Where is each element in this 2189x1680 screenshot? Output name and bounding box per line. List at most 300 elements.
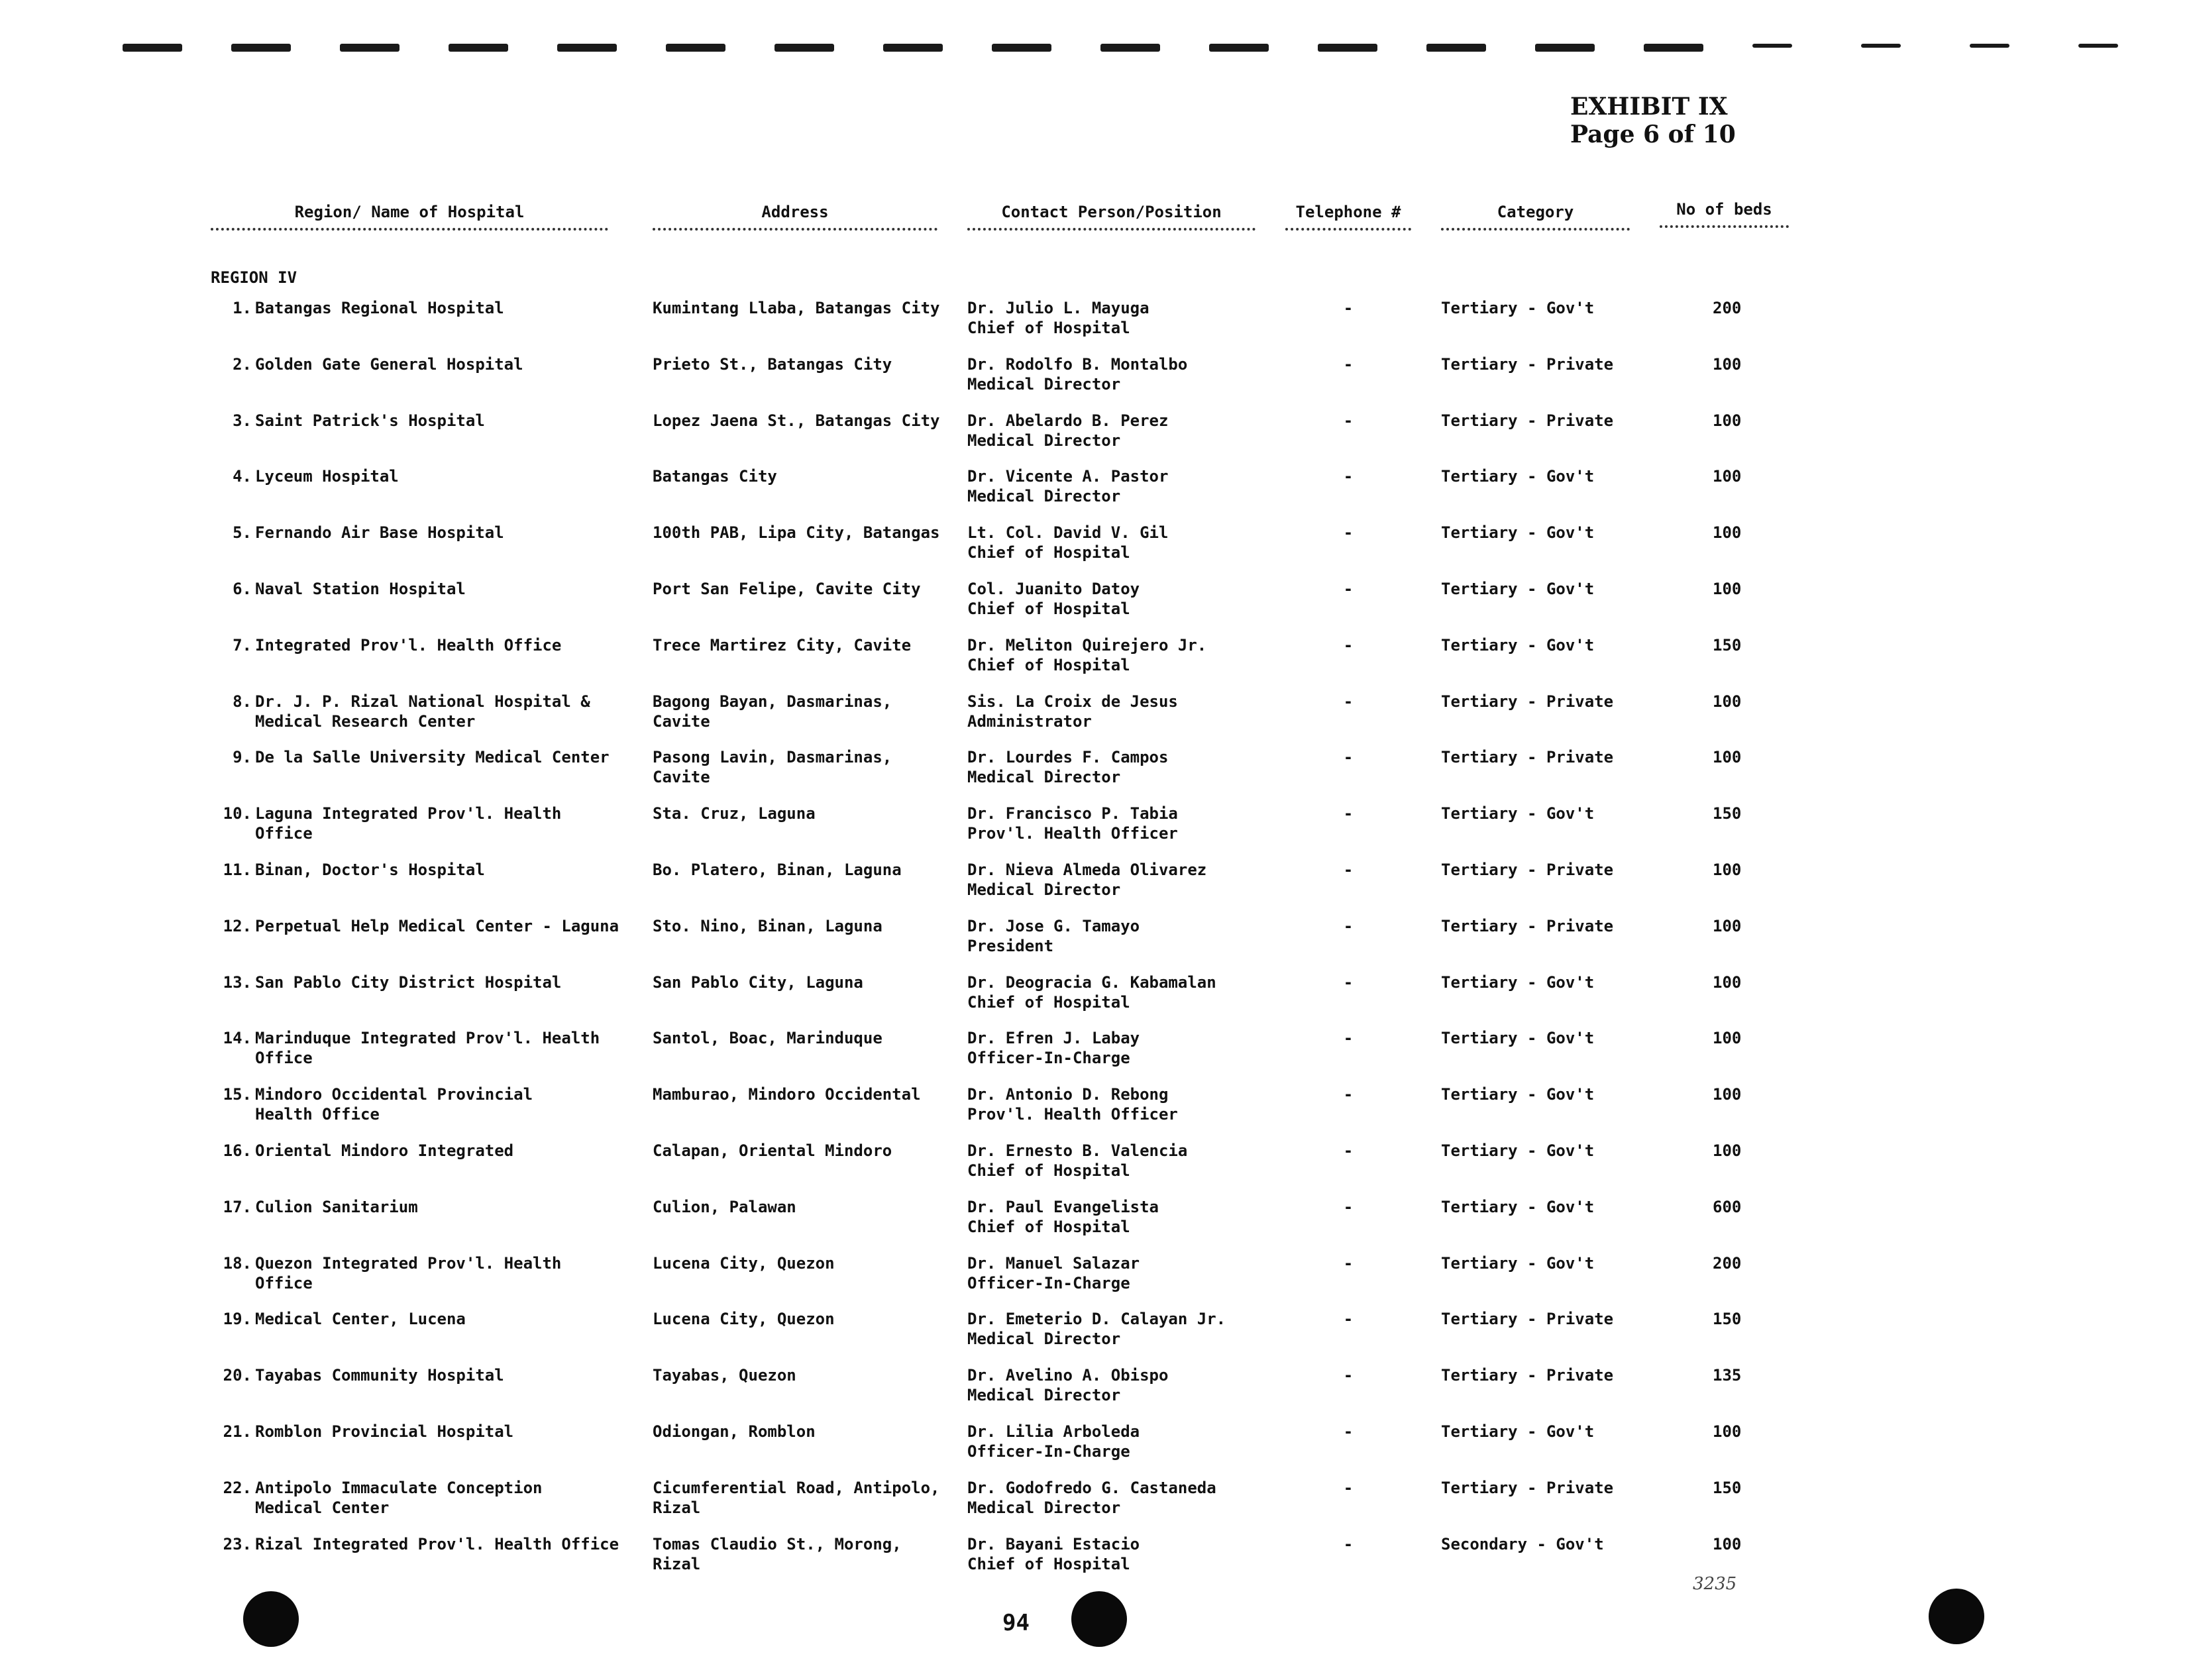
hospital-address-line: San Pablo City, Laguna — [653, 972, 863, 992]
hospital-name-line: Perpetual Help Medical Center - Laguna — [255, 916, 619, 935]
row-number: 11. — [223, 861, 252, 879]
border-dash — [1318, 44, 1377, 52]
row-number: 1. — [233, 299, 252, 317]
contact-person — [967, 635, 1265, 675]
hospital-name — [255, 1141, 626, 1161]
category: Tertiary - Private — [1441, 1366, 1614, 1385]
contact-person-line: Dr. Francisco P. Tabia — [967, 804, 1178, 823]
telephone: - — [1343, 635, 1354, 655]
hospital-row — [0, 1534, 2189, 1591]
telephone: - — [1343, 354, 1354, 374]
border-dash — [449, 44, 508, 52]
category: Tertiary - Private — [1441, 411, 1614, 430]
hospital-name — [255, 411, 626, 431]
hospital-row — [0, 1197, 2189, 1253]
hospital-row — [0, 523, 2189, 579]
contact-person-line: Dr. Lilia Arboleda — [967, 1422, 1140, 1441]
hospital-address — [653, 1253, 951, 1273]
hospital-address — [653, 1365, 951, 1385]
hospital-name-line: Rizal Integrated Prov'l. Health Office — [255, 1534, 619, 1553]
hospital-name — [255, 1478, 626, 1518]
hospital-row — [0, 747, 2189, 804]
binder-hole — [1071, 1591, 1127, 1647]
contact-person-line: President — [967, 936, 1054, 955]
category: Tertiary - Private — [1441, 692, 1614, 711]
hospital-row — [0, 916, 2189, 972]
contact-person — [967, 1141, 1265, 1181]
hospital-row — [0, 1141, 2189, 1197]
exhibit-page: Page 6 of 10 — [1570, 121, 1736, 148]
hospital-row — [0, 1084, 2189, 1141]
contact-person — [967, 916, 1265, 956]
hospital-address — [653, 411, 951, 431]
contact-person-line: Sis. La Croix de Jesus — [967, 692, 1178, 711]
hospital-address-line: Bo. Platero, Binan, Laguna — [653, 861, 902, 879]
hospital-address — [653, 916, 951, 936]
category: Tertiary - Gov't — [1441, 1422, 1595, 1441]
contact-person-line: Chief of Hospital — [967, 1161, 1130, 1180]
bed-count: 150 — [1713, 804, 1742, 823]
hospital-name-line: Romblon Provincial Hospital — [255, 1422, 514, 1441]
exhibit-heading — [1570, 93, 1736, 148]
hospital-name-line: Medical Research Center — [255, 711, 476, 731]
contact-person-line: Medical Director — [967, 880, 1121, 899]
hospital-name-line: Lyceum Hospital — [255, 467, 399, 486]
hospital-row — [0, 1478, 2189, 1534]
hospital-address-line: Odiongan, Romblon — [653, 1422, 816, 1441]
contact-person-line: Officer-In-Charge — [967, 1273, 1130, 1292]
bed-count: 200 — [1713, 1253, 1742, 1273]
hospital-address-line: Pasong Lavin, Dasmarinas, — [653, 748, 892, 767]
column-header-category: Category — [1441, 203, 1630, 231]
contact-person-line: Dr. Meliton Quirejero Jr. — [967, 635, 1207, 655]
telephone: - — [1343, 804, 1354, 823]
hospital-name-line: Office — [255, 1049, 313, 1068]
category: Secondary - Gov't — [1441, 1534, 1604, 1553]
bed-count: 100 — [1713, 1422, 1742, 1441]
binder-hole — [243, 1591, 299, 1647]
contact-person-line: Dr. Rodolfo B. Montalbo — [967, 354, 1188, 374]
row-number: 5. — [233, 523, 252, 543]
hospital-name — [255, 804, 626, 843]
hospital-address-line: 100th PAB, Lipa City, Batangas — [653, 523, 940, 543]
border-dash — [340, 44, 400, 52]
hospital-address — [653, 354, 951, 374]
bed-count: 100 — [1713, 411, 1742, 430]
hospital-address-line: Cavite — [653, 768, 710, 787]
hospital-address-line: Batangas City — [653, 467, 777, 486]
telephone: - — [1343, 1141, 1354, 1160]
hospital-address-line: Lopez Jaena St., Batangas City — [653, 411, 940, 430]
row-number: 3. — [233, 411, 252, 430]
hospital-name — [255, 1422, 626, 1442]
bed-count: 100 — [1713, 692, 1742, 711]
hospital-address — [653, 1422, 951, 1442]
telephone: - — [1343, 1366, 1354, 1385]
contact-person-line: Chief of Hospital — [967, 655, 1130, 674]
contact-person-line: Dr. Jose G. Tamayo — [967, 916, 1140, 935]
border-dash — [1426, 44, 1486, 52]
category: Tertiary - Gov't — [1441, 523, 1595, 543]
hospital-address — [653, 972, 951, 992]
hospital-address-line: Santol, Boac, Marinduque — [653, 1029, 882, 1048]
hospital-address-line: Cicumferential Road, Antipolo, — [653, 1478, 940, 1497]
hospital-row — [0, 466, 2189, 523]
telephone: - — [1343, 692, 1354, 711]
hospital-address-line: Lucena City, Quezon — [653, 1253, 835, 1273]
bed-count: 100 — [1713, 580, 1742, 598]
contact-person-line: Medical Director — [967, 374, 1121, 394]
hospital-address-line: Trece Martirez City, Cavite — [653, 635, 912, 655]
row-number: 14. — [223, 1029, 252, 1048]
hospital-name-line: Mindoro Occidental Provincial — [255, 1085, 533, 1104]
hospital-name-line: Oriental Mindoro Integrated — [255, 1141, 514, 1160]
region-label: REGION IV — [211, 268, 297, 287]
hospital-address-line: Cavite — [653, 711, 710, 731]
contact-person-line: Chief of Hospital — [967, 600, 1130, 618]
hospital-address — [653, 1141, 951, 1161]
category: Tertiary - Gov't — [1441, 1141, 1595, 1160]
contact-person-line: Medical Director — [967, 487, 1121, 506]
border-dash — [2078, 44, 2118, 48]
hospital-address — [653, 1309, 951, 1329]
category: Tertiary - Gov't — [1441, 580, 1595, 598]
contact-person-line: Dr. Lourdes F. Campos — [967, 748, 1169, 767]
contact-person-line: Lt. Col. David V. Gil — [967, 523, 1169, 543]
hospital-address-line: Mamburao, Mindoro Occidental — [653, 1085, 921, 1104]
contact-person-line: Dr. Antonio D. Rebong — [967, 1085, 1169, 1104]
telephone: - — [1343, 523, 1354, 543]
border-dash — [666, 44, 725, 52]
hospital-address-line: Calapan, Oriental Mindoro — [653, 1141, 892, 1160]
contact-person — [967, 1253, 1265, 1293]
contact-person — [967, 972, 1265, 1012]
hospital-row — [0, 1365, 2189, 1422]
hospital-address — [653, 1028, 951, 1048]
hospital-name — [255, 1253, 626, 1293]
telephone: - — [1343, 1085, 1354, 1104]
border-dash — [774, 44, 834, 52]
contact-person-line: Medical Director — [967, 1498, 1121, 1517]
hospital-name-line: Medical Center, Lucena — [255, 1310, 466, 1329]
hospital-row — [0, 972, 2189, 1029]
contact-person — [967, 298, 1265, 338]
contact-person-line: Dr. Deogracia G. Kabamalan — [967, 972, 1216, 992]
hospital-name — [255, 1534, 626, 1554]
hospital-name — [255, 747, 626, 767]
column-header-telephone: Telephone # — [1285, 203, 1411, 231]
telephone: - — [1343, 411, 1354, 430]
category: Tertiary - Private — [1441, 748, 1614, 767]
hospital-name-line: Laguna Integrated Prov'l. Health Office — [255, 804, 562, 843]
contact-person-line: Chief of Hospital — [967, 992, 1130, 1012]
row-number: 6. — [233, 580, 252, 598]
telephone: - — [1343, 748, 1354, 767]
column-header-contact: Contact Person/Position — [967, 203, 1255, 231]
contact-person — [967, 579, 1265, 619]
hospital-name-line: Antipolo Immaculate Conception — [255, 1478, 543, 1497]
bed-count: 100 — [1713, 1534, 1742, 1553]
hospital-address-line: Tomas Claudio St., Morong, — [653, 1534, 902, 1553]
hospital-name-line: Fernando Air Base Hospital — [255, 523, 504, 543]
bed-count: 100 — [1713, 861, 1742, 879]
border-dash — [1535, 44, 1595, 52]
contact-person-line: Officer-In-Charge — [967, 1049, 1130, 1068]
hospital-address — [653, 804, 951, 823]
category: Tertiary - Private — [1441, 861, 1614, 879]
telephone: - — [1343, 972, 1354, 992]
bed-count: 100 — [1713, 467, 1742, 486]
contact-person — [967, 1028, 1265, 1068]
contact-person-line: Administrator — [967, 711, 1092, 731]
hospital-name-line: Dr. J. P. Rizal National Hospital & — [255, 692, 590, 711]
telephone: - — [1343, 1422, 1354, 1441]
row-number: 7. — [233, 635, 252, 655]
telephone: - — [1343, 1253, 1354, 1273]
hospital-address — [653, 466, 951, 486]
contact-person-line: Dr. Paul Evangelista — [967, 1197, 1159, 1216]
telephone: - — [1343, 299, 1354, 317]
border-dash — [123, 44, 182, 52]
hospital-address — [653, 1478, 951, 1518]
hospital-name-line: Naval Station Hospital — [255, 580, 466, 598]
hospital-address-line: Prieto St., Batangas City — [653, 354, 892, 374]
hospital-name-line: Marinduque Integrated Prov'l. Health — [255, 1029, 600, 1048]
bed-count: 150 — [1713, 1478, 1742, 1497]
hospital-name-line: Tayabas Community Hospital — [255, 1366, 504, 1385]
hospital-name-line: Batangas Regional Hospital — [255, 299, 504, 317]
contact-person-line: Medical Director — [967, 1330, 1121, 1349]
row-number: 13. — [223, 972, 252, 992]
telephone: - — [1343, 916, 1354, 935]
binder-hole — [1929, 1589, 1984, 1644]
hospital-name — [255, 1197, 626, 1217]
telephone: - — [1343, 1029, 1354, 1048]
hospital-address-line: Culion, Palawan — [653, 1197, 796, 1216]
contact-person-line: Officer-In-Charge — [967, 1442, 1130, 1461]
contact-person-line: Medical Director — [967, 431, 1121, 450]
contact-person — [967, 411, 1265, 450]
row-number: 4. — [233, 467, 252, 486]
border-dash — [1861, 44, 1901, 48]
hospital-row — [0, 860, 2189, 916]
hospital-row — [0, 804, 2189, 860]
category: Tertiary - Private — [1441, 1478, 1614, 1497]
hospital-name — [255, 692, 626, 731]
border-dash — [557, 44, 617, 52]
hospital-name-line: De la Salle University Medical Center — [255, 748, 610, 767]
hospital-address — [653, 860, 951, 880]
border-dash — [231, 44, 291, 52]
hospital-row — [0, 692, 2189, 748]
hospital-address — [653, 298, 951, 318]
contact-person-line: Dr. Ernesto B. Valencia — [967, 1141, 1188, 1160]
contact-person-line: Dr. Abelardo B. Perez — [967, 411, 1169, 430]
hospital-name — [255, 1084, 626, 1124]
row-number: 17. — [223, 1197, 252, 1216]
bed-count: 100 — [1713, 1029, 1742, 1048]
hospital-name — [255, 635, 626, 655]
hospital-name — [255, 972, 626, 992]
telephone: - — [1343, 1478, 1354, 1497]
hospital-address-line: Tayabas, Quezon — [653, 1366, 796, 1385]
contact-person — [967, 1309, 1265, 1349]
contact-person — [967, 1084, 1265, 1124]
bed-count: 100 — [1713, 1085, 1742, 1104]
hospital-name — [255, 860, 626, 880]
contact-person — [967, 523, 1265, 562]
border-dash — [1209, 44, 1269, 52]
hospital-name — [255, 579, 626, 599]
column-header-address: Address — [653, 203, 937, 231]
hospital-address — [653, 747, 951, 787]
row-number: 21. — [223, 1422, 252, 1441]
contact-person-line: Dr. Godofredo G. Castaneda — [967, 1478, 1216, 1497]
hospital-address — [653, 635, 951, 655]
border-dash — [992, 44, 1051, 52]
contact-person — [967, 354, 1265, 394]
hospital-row — [0, 635, 2189, 692]
column-header-beds: No of beds — [1660, 200, 1789, 228]
hospital-address-line: Rizal — [653, 1498, 701, 1517]
row-number: 16. — [223, 1141, 252, 1160]
row-number: 23. — [223, 1534, 252, 1553]
hospital-address-line: Sto. Nino, Binan, Laguna — [653, 916, 882, 935]
hospital-name-line: Culion Sanitarium — [255, 1197, 418, 1216]
row-number: 12. — [223, 916, 252, 935]
hospital-name — [255, 1309, 626, 1329]
hospital-row — [0, 298, 2189, 354]
bed-count: 100 — [1713, 916, 1742, 935]
contact-person — [967, 692, 1265, 731]
bed-count: 135 — [1713, 1366, 1742, 1385]
hospital-row — [0, 1253, 2189, 1310]
category: Tertiary - Gov't — [1441, 299, 1595, 317]
hospital-row — [0, 1028, 2189, 1084]
category: Tertiary - Gov't — [1441, 1197, 1595, 1216]
telephone: - — [1343, 580, 1354, 598]
contact-person — [967, 1422, 1265, 1461]
hospital-name — [255, 916, 626, 936]
bed-count: 100 — [1713, 972, 1742, 992]
hospital-name-line: Medical Center — [255, 1498, 390, 1517]
category: Tertiary - Gov't — [1441, 635, 1595, 655]
bed-count: 100 — [1713, 354, 1742, 374]
row-number: 20. — [223, 1366, 252, 1385]
hospital-name-line: Quezon Integrated Prov'l. Health Office — [255, 1253, 562, 1292]
category: Tertiary - Gov't — [1441, 467, 1595, 486]
hospital-name — [255, 466, 626, 486]
row-number: 19. — [223, 1310, 252, 1329]
hospital-name-line: Binan, Doctor's Hospital — [255, 861, 485, 879]
contact-person-line: Medical Director — [967, 1386, 1121, 1405]
contact-person-line: Prov'l. Health Officer — [967, 824, 1178, 843]
category: Tertiary - Gov't — [1441, 804, 1595, 823]
bed-count: 100 — [1713, 523, 1742, 543]
row-number: 9. — [233, 748, 252, 767]
telephone: - — [1343, 1534, 1354, 1553]
hospital-row — [0, 1422, 2189, 1478]
telephone: - — [1343, 1310, 1354, 1329]
hospital-name — [255, 354, 626, 374]
telephone: - — [1343, 1197, 1354, 1216]
contact-person-line: Dr. Efren J. Labay — [967, 1029, 1140, 1048]
hospital-row — [0, 354, 2189, 411]
contact-person — [967, 860, 1265, 900]
hospital-name-line: San Pablo City District Hospital — [255, 972, 562, 992]
border-dash — [1752, 44, 1792, 48]
row-number: 22. — [223, 1478, 252, 1497]
contact-person — [967, 1478, 1265, 1518]
handwritten-note: 3235 — [1693, 1574, 1737, 1594]
hospital-name-line: Golden Gate General Hospital — [255, 354, 523, 374]
hospital-row — [0, 411, 2189, 467]
contact-person — [967, 747, 1265, 787]
contact-person — [967, 1197, 1265, 1237]
hospital-name — [255, 298, 626, 318]
category: Tertiary - Private — [1441, 916, 1614, 935]
contact-person-line: Dr. Emeterio D. Calayan Jr. — [967, 1310, 1226, 1329]
contact-person-line: Dr. Nieva Almeda Olivarez — [967, 861, 1207, 879]
bed-count: 150 — [1713, 1310, 1742, 1329]
hospital-address — [653, 523, 951, 543]
contact-person-line: Chief of Hospital — [967, 1554, 1130, 1573]
border-dash — [1644, 44, 1703, 52]
row-number: 2. — [233, 354, 252, 374]
category: Tertiary - Private — [1441, 354, 1614, 374]
contact-person-line: Chief of Hospital — [967, 1217, 1130, 1236]
hospital-address — [653, 1084, 951, 1104]
hospital-address — [653, 692, 951, 731]
exhibit-title: EXHIBIT IX — [1570, 93, 1728, 121]
contact-person-line: Dr. Avelino A. Obispo — [967, 1366, 1169, 1385]
hospital-name — [255, 523, 626, 543]
contact-person — [967, 1534, 1265, 1574]
hospital-name-line: Health Office — [255, 1105, 380, 1124]
hospital-row — [0, 579, 2189, 635]
contact-person-line: Dr. Bayani Estacio — [967, 1534, 1140, 1553]
border-dash — [1970, 44, 2009, 48]
hospital-row — [0, 1309, 2189, 1365]
contact-person-line: Medical Director — [967, 768, 1121, 787]
hospital-address — [653, 1197, 951, 1217]
row-number: 18. — [223, 1253, 252, 1273]
contact-person-line: Dr. Vicente A. Pastor — [967, 467, 1169, 486]
hospital-address-line: Kumintang Llaba, Batangas City — [653, 299, 940, 317]
bed-count: 100 — [1713, 1141, 1742, 1160]
row-number: 15. — [223, 1085, 252, 1104]
hospital-address-line: Bagong Bayan, Dasmarinas, — [653, 692, 892, 711]
category: Tertiary - Gov't — [1441, 972, 1595, 992]
telephone: - — [1343, 467, 1354, 486]
bed-count: 200 — [1713, 299, 1742, 317]
bed-count: 600 — [1713, 1197, 1742, 1216]
hospital-name-line: Saint Patrick's Hospital — [255, 411, 485, 430]
hospital-address-line: Sta. Cruz, Laguna — [653, 804, 816, 823]
top-dash-border — [123, 44, 2104, 57]
hospital-name-line: Integrated Prov'l. Health Office — [255, 635, 562, 655]
hospital-name — [255, 1365, 626, 1385]
bed-count: 150 — [1713, 635, 1742, 655]
contact-person-line: Col. Juanito Datoy — [967, 580, 1140, 598]
border-dash — [1100, 44, 1160, 52]
category: Tertiary - Gov't — [1441, 1253, 1595, 1273]
hospital-address — [653, 579, 951, 599]
telephone: - — [1343, 861, 1354, 879]
contact-person-line: Dr. Manuel Salazar — [967, 1253, 1140, 1273]
contact-person — [967, 1365, 1265, 1405]
hospital-address-line: Lucena City, Quezon — [653, 1310, 835, 1329]
